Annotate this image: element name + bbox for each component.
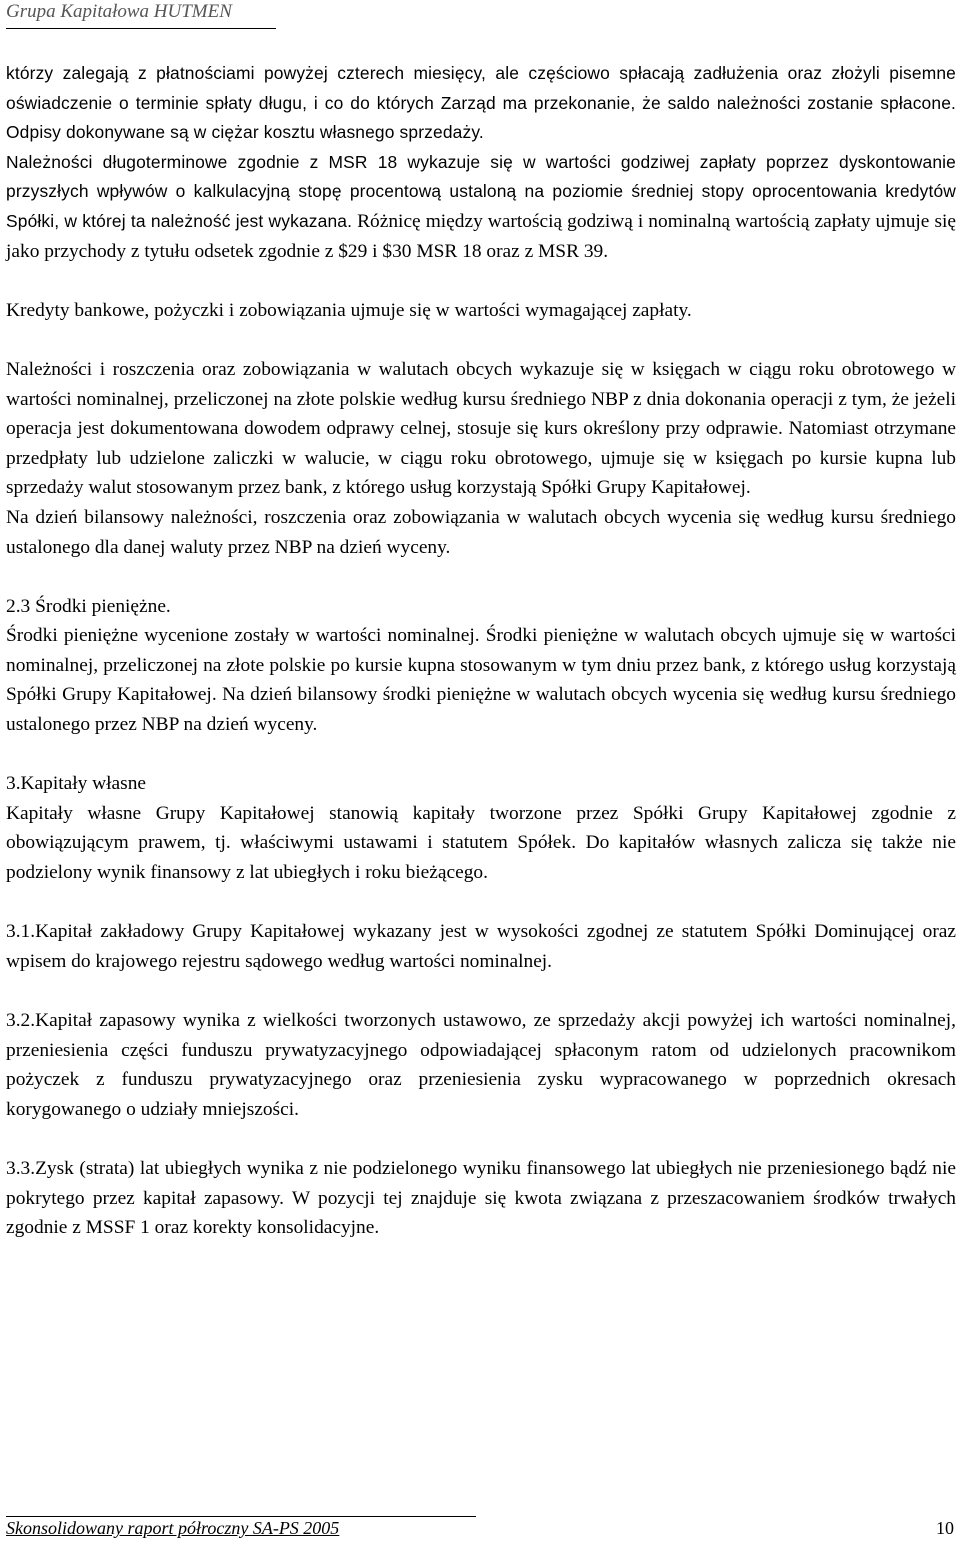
footer-title: Skonsolidowany raport półroczny SA-PS 2005 (6, 1518, 340, 1538)
paragraph-balance-day-valuation: Na dzień bilansowy należności, roszczenia oraz zobowiązania w walutach obcych wycenia się według kursu średniego ustalonego dla danej waluty przez NBP na dzień wyceny. (6, 506, 956, 558)
footer-rule (6, 1516, 476, 1517)
page-header (6, 0, 960, 23)
paragraph-bank-loans: Kredyty bankowe, pożyczki i zobowiązania ujmuje się w wartości wymagającej zapłaty. (6, 299, 692, 321)
section-heading-equity: 3.Kapitały własne (6, 773, 147, 795)
paragraph-cash: Środki pieniężne wycenione zostały w wartości nominalnej. Środki pieniężne w walutach obcych ujmuje się w wartości nominalnej, przeliczonej na złote polskie po kursie kupna stosowanym w tym dniu przez bank, z którego usług korzystają Spółki Grupy Kapitałowej. Na dzień bilansowy środki pieniężne w walutach obcych wycenia się według kursu średniego ustalonego przez NBP na dzień wyceny. (6, 625, 956, 736)
paragraph-allowance: którzy zalegają z płatnościami powyżej czterech miesięcy, ale częściowo spłacają zadłużenia oraz złożyli pisemne oświadczenie o terminie spłaty długu, i co do których Zarząd ma przekonanie, że saldo należności zostanie spłacone. Odpisy dokonywane są w ciężar kosztu własnego sprzedaży. (6, 63, 956, 143)
paragraph-equity: Kapitały własne Grupy Kapitałowej stanowią kapitały tworzone przez Spółki Grupy Kapitałowej zgodnie z obowiązującym prawem, tj. właściwymi ustawami i statutem Spółek. Do kapitałów własnych zalicza się także nie podzielony wynik finansowy z lat ubiegłych i roku bieżącego. (6, 802, 956, 884)
section-heading-cash: 2.3 Środki pieniężne. (6, 595, 171, 617)
document-body (6, 59, 956, 1243)
paragraph-share-capital: 3.1.Kapitał zakładowy Grupy Kapitałowej wykazany jest w wysokości zgodnej ze statutem Spółki Dominującej oraz wpisem do krajowego rejestru sądowego według wartości nominalnej. (6, 921, 956, 972)
paragraph-retained-earnings: 3.3.Zysk (strata) lat ubiegłych wynika z nie podzielonego wyniku finansowego lat ubiegłych nie przeniesionego bądź nie pokrytego przez kapitał zapasowy. W pozycji tej znajduje się kwota związana z przeszacowaniem środków trwałych zgodnie z MSSF 1 oraz korekty konsolidacyjne. (6, 1157, 956, 1239)
paragraph-supplementary-capital: 3.2.Kapitał zapasowy wynika z wielkości tworzonych ustawowo, ze sprzedaży akcji powyżej ich wartości nominalnej, przeniesienia części funduszu prywatyzacyjnego odpowiadającej spłaconym ratom od udzielonych pracownikom pożyczek z funduszu prywatyzacyjnego oraz przeniesienia zysku wypracowanego w poprzednich okresach korygowanego o udziały mniejszości. (6, 1010, 956, 1120)
page-number: 10 (936, 1518, 954, 1538)
page-footer (6, 1516, 954, 1538)
paragraph-long-term-receivables-text: Należności długoterminowe zgodnie z MSR 18 wykazuje się w wartości godziwej zapłaty poprzez dyskontowanie przyszłych wpływów o kalkulacyjną stopę procentową ustaloną na poziomie średniej stopy oprocentowania kredytów Spółki, w której ta należność jest wykazana. (6, 151, 956, 231)
paragraph-interest-difference: Różnicę między wartością godziwą i nominalną wartością zapłaty ujmuje się jako przychody z tytułu odsetek zgodnie z $29 i $30 MSR 18 oraz z MSR 39. (6, 210, 956, 262)
header-title: Grupa Kapitałowa HUTMEN (6, 1, 232, 22)
paragraph-long-term-receivables (6, 148, 956, 266)
paragraph-foreign-currency: Należności i roszczenia oraz zobowiązania w walutach obcych wykazuje się w księgach w ciągu roku obrotowego w wartości nominalnej, przeliczonej na złote polskie według kursu średniego NBP z dnia dokonania operacji z tym, że jeżeli operacja jest dokumentowana dowodem odprawy celnej, stosuje się kurs określony przy odprawie. Natomiast otrzymane przedpłaty lub udzielone zaliczki w walucie, w ciągu roku obrotowego, ujmuje się w księgach po kursie kupna lub sprzedaży walut stosowanym przez bank, z którego usług korzystają Spółki Grupy Kapitałowej. (6, 358, 956, 499)
header-rule (6, 28, 276, 29)
